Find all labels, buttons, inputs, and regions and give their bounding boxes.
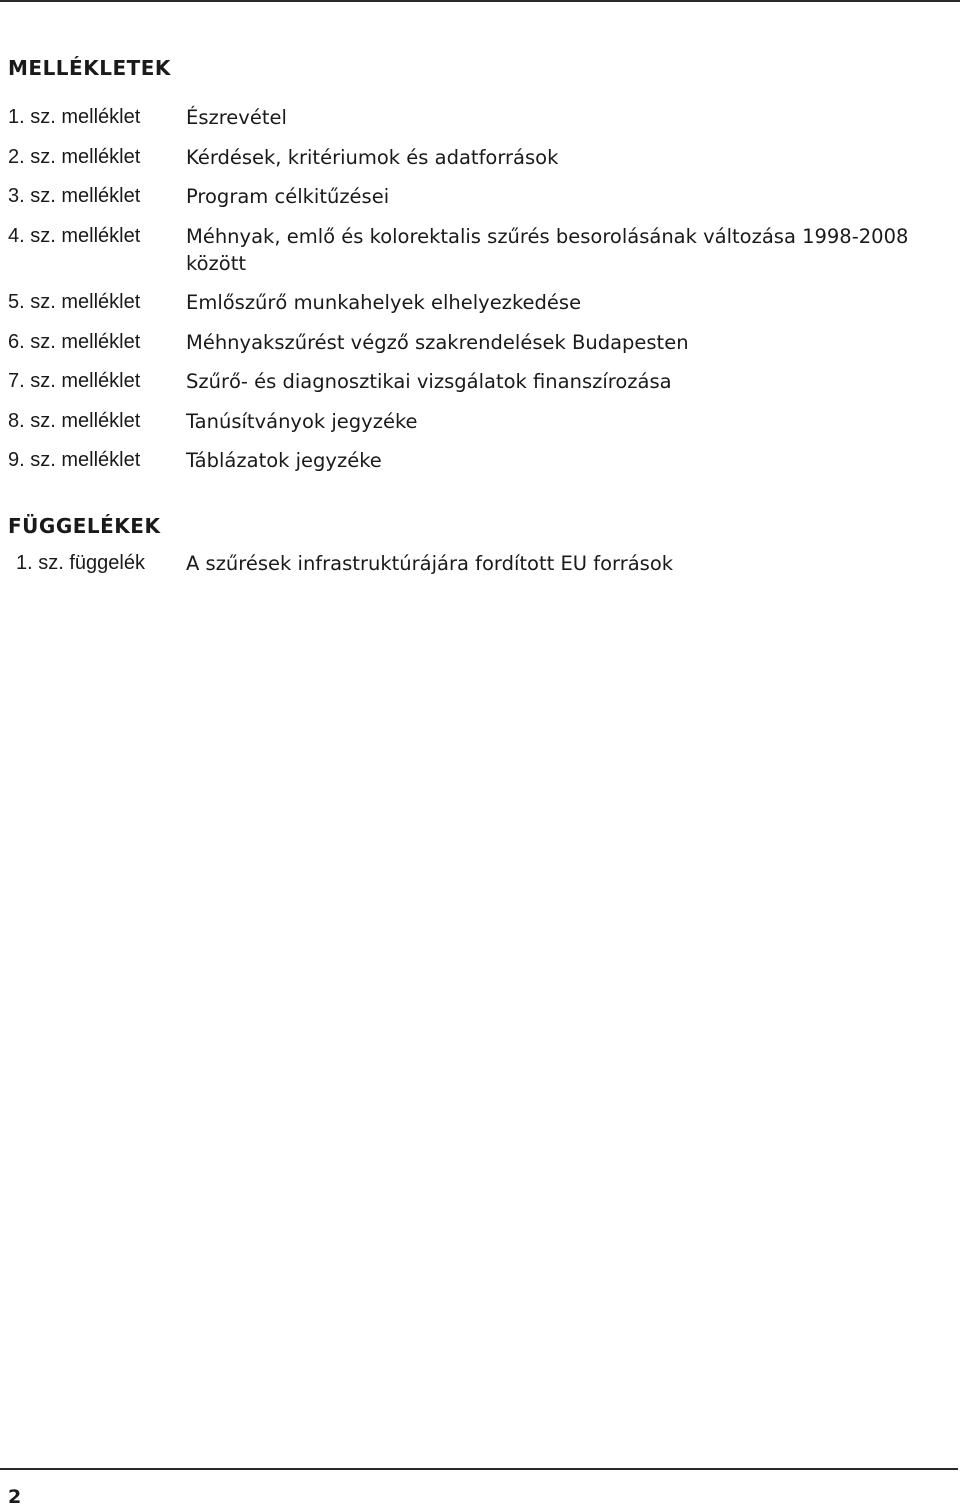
annex-title: Program célkitűzései — [186, 185, 390, 208]
annex-number: 5. sz. melléklet — [8, 291, 141, 313]
annex-title: Kérdések, kritériumok és adatforrások — [186, 145, 559, 169]
annex-number: 2. sz. melléklet — [8, 145, 141, 168]
annex-entry-4 — [8, 223, 958, 277]
annex-title: Észrevétel — [186, 106, 287, 129]
annex-entry-6 — [8, 329, 958, 356]
annex-number: 1. sz. melléklet — [8, 106, 141, 128]
annex-entry-5 — [8, 289, 958, 316]
annexes-heading: MELLÉKLETEK — [8, 56, 171, 80]
annex-number: 4. sz. melléklet — [8, 224, 141, 247]
appendices-heading: FÜGGELÉKEK — [8, 514, 161, 538]
annex-title: Táblázatok jegyzéke — [186, 449, 382, 472]
annex-entry-3 — [8, 183, 958, 210]
page-number: 2 — [8, 1486, 22, 1508]
top-rule — [0, 0, 960, 2]
annex-entry-7 — [8, 368, 958, 395]
annex-number: 8. sz. melléklet — [8, 409, 141, 432]
annex-title: Emlőszűrő munkahelyek elhelyezkedése — [186, 291, 582, 314]
annex-entry-2 — [8, 144, 958, 171]
annex-list — [8, 104, 958, 487]
appendix-title: A szűrések infrastruktúrájára fordított EU források — [186, 552, 674, 575]
annex-title: Tanúsítványok jegyzéke — [186, 409, 418, 433]
annex-title: Méhnyak, emlő és kolorektalis szűrés besorolásának változása 1998-2008 között — [186, 224, 909, 275]
annex-entry-8 — [8, 408, 958, 435]
footer-rule — [0, 1468, 958, 1470]
annex-number: 3. sz. melléklet — [8, 185, 141, 207]
annex-number: 7. sz. melléklet — [8, 370, 141, 392]
appendix-list — [8, 550, 958, 590]
annex-entry-9 — [8, 447, 958, 474]
annex-number: 6. sz. melléklet — [8, 330, 141, 353]
annex-title: Szűrő- és diagnosztikai vizsgálatok finanszírozása — [186, 370, 672, 393]
annex-title: Méhnyakszűrést végző szakrendelések Budapesten — [186, 330, 689, 354]
annex-entry-1 — [8, 104, 958, 131]
annex-number: 9. sz. melléklet — [8, 449, 141, 471]
appendix-entry-1 — [8, 550, 958, 577]
appendix-number: 1. sz. függelék — [16, 552, 145, 574]
